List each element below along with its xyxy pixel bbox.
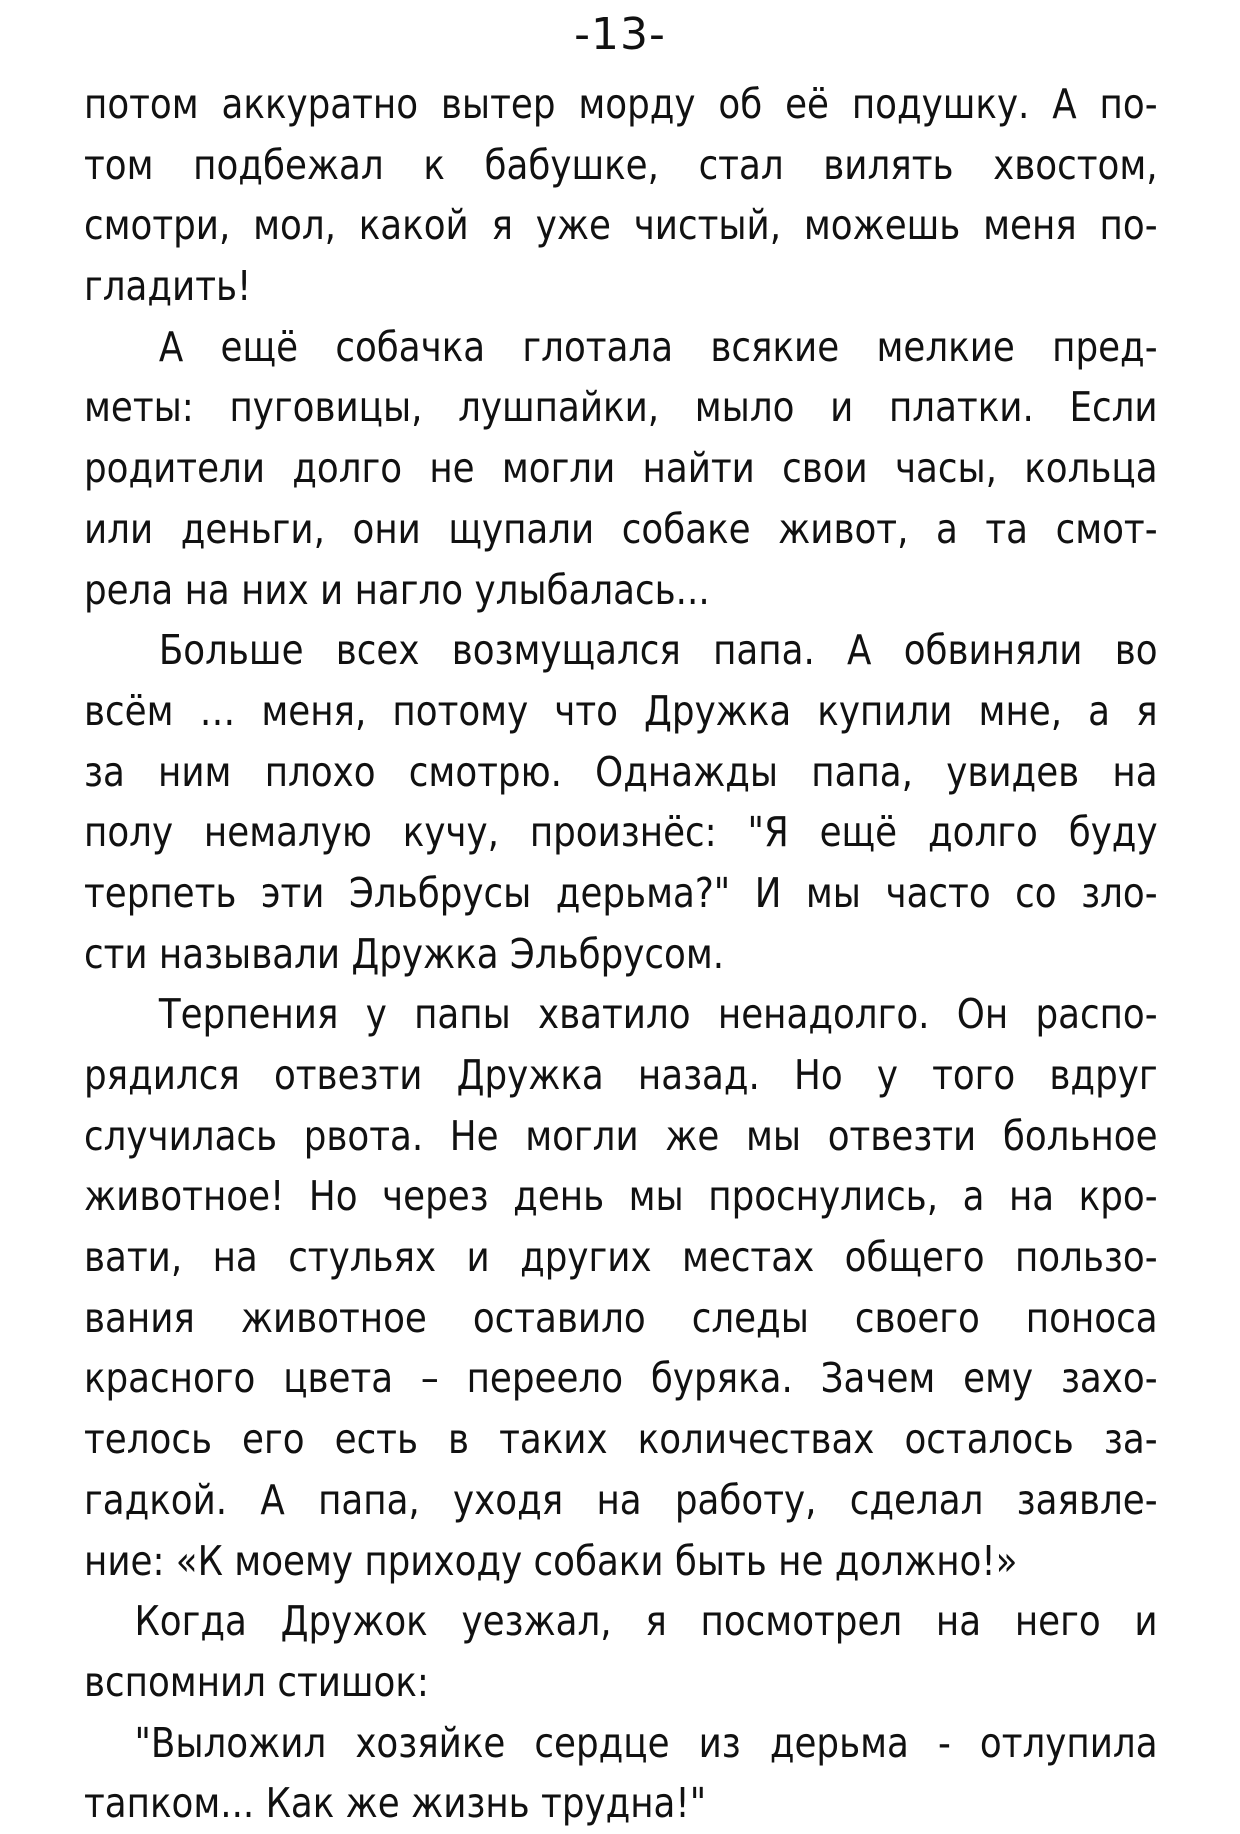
text-line: смотри, мол, какой я уже чистый, можешь меня по- (84, 201, 1158, 250)
text-line: гадкой. А папа, уходя на работу, сделал заявле- (84, 1475, 1158, 1524)
text-line: ние: «К моему приходу собаки быть не должно!» (84, 1536, 1018, 1585)
text-line: "Выложил хозяйке сердце из дерьма - отлупила (134, 1718, 1158, 1767)
text-line: гладить! (84, 262, 252, 311)
text-line: красного цвета – переело буряка. Зачем ему захо- (84, 1354, 1158, 1403)
text-line: или деньги, они щупали собаке живот, а та смот- (84, 504, 1158, 553)
text-line: Когда Дружок уезжал, я посмотрел на него и (134, 1597, 1158, 1646)
text-line: Терпения у папы хватило ненадолго. Он распо- (158, 990, 1158, 1039)
text-line: рядился отвезти Дружка назад. Но у того вдруг (84, 1051, 1158, 1099)
text-line: случилась рвота. Не могли же мы отвезти больное (84, 1111, 1158, 1160)
text-line: животное! Но через день мы проснулись, а на кро- (84, 1172, 1158, 1221)
text-line: сти называли Дружка Эльбрусом. (84, 929, 725, 978)
text-line: том подбежал к бабушке, стал вилять хвостом, (84, 140, 1158, 189)
text-line: Больше всех возмущался папа. А обвиняли во (158, 626, 1158, 675)
text-line: тапком... Как же жизнь трудна!" (84, 1779, 707, 1828)
text-line: родители долго не могли найти свои часы, кольца (84, 444, 1158, 493)
body-text (84, 74, 1158, 1834)
text-line: всём … меня, потому что Дружка купили мне, а я (84, 686, 1158, 735)
text-line: терпеть эти Эльбрусы дерьма?" И мы часто со зло- (84, 868, 1158, 917)
text-line: телось его есть в таких количествах осталось за- (84, 1415, 1158, 1464)
text-line: А ещё собачка глотала всякие мелкие пред- (158, 322, 1158, 371)
text-line: потом аккуратно вытер морду об её подушку. А по- (84, 80, 1158, 128)
text-line: меты: пуговицы, лушпайки, мыло и платки. Если (84, 383, 1158, 432)
text-line: вания животное оставило следы своего поноса (84, 1293, 1158, 1342)
text-line: полу немалую кучу, произнёс: "Я ещё долго буду (84, 808, 1158, 857)
text-line: рела на них и нагло улыбалась... (84, 565, 710, 614)
text-line: вати, на стульях и других местах общего пользо- (84, 1233, 1158, 1282)
page-number: -13- (574, 9, 666, 60)
text-line: за ним плохо смотрю. Однажды папа, увидев на (84, 747, 1158, 796)
text-line: вспомнил стишок: (84, 1657, 429, 1706)
